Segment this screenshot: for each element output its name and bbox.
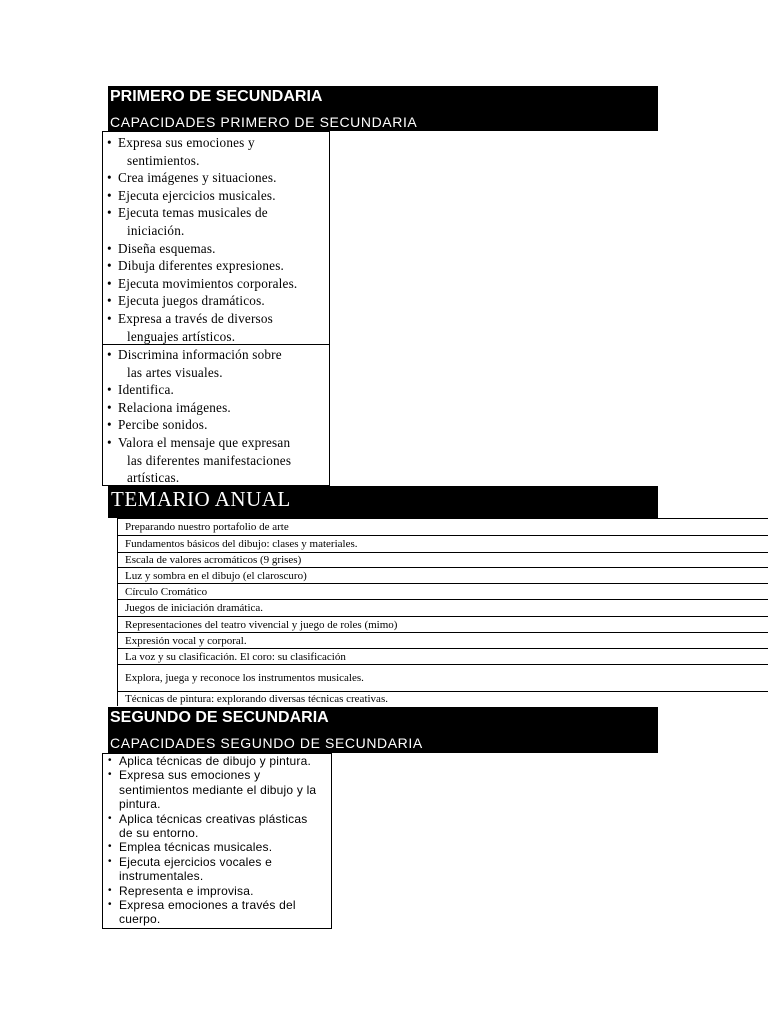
primero-heading: PRIMERO DE SECUNDARIA bbox=[110, 88, 323, 105]
table-row: Luz y sombra en el dibujo (el claroscuro) bbox=[118, 568, 768, 584]
segundo-header-bar bbox=[108, 707, 658, 753]
segundo-subheading: CAPACIDADES SEGUNDO DE SECUNDARIA bbox=[110, 735, 423, 751]
list-item: • Ejecuta ejercicios musicales. bbox=[107, 187, 329, 205]
primero-capacidades-list-1 bbox=[107, 134, 329, 345]
list-item: • Relaciona imágenes. bbox=[107, 399, 329, 417]
table-row: Juegos de iniciación dramática. bbox=[118, 600, 768, 617]
temario-table bbox=[117, 518, 768, 706]
table-row: Representaciones del teatro vivencial y juego de roles (mimo) bbox=[118, 617, 768, 633]
list-item: • Aplica técnicas de dibujo y pintura. bbox=[108, 754, 331, 768]
list-item: • Identifica. bbox=[107, 381, 329, 399]
list-item: • Expresa sus emociones y sentimientos. bbox=[107, 134, 329, 169]
list-item: • Diseña esquemas. bbox=[107, 240, 329, 258]
table-row: La voz y su clasificación. El coro: su clasificación bbox=[118, 649, 768, 665]
list-item: • Percibe sonidos. bbox=[107, 416, 329, 434]
list-item: • Valora el mensaje que expresan las diferentes manifestaciones artísticas. bbox=[107, 434, 329, 487]
list-item: • Expresa sus emociones y sentimientos mediante el dibujo y la pintura. bbox=[108, 768, 331, 811]
table-row: Expresión vocal y corporal. bbox=[118, 633, 768, 649]
table-row: Fundamentos básicos del dibujo: clases y materiales. bbox=[118, 536, 768, 553]
list-item: • Crea imágenes y situaciones. bbox=[107, 169, 329, 187]
primero-subheading: CAPACIDADES PRIMERO DE SECUNDARIA bbox=[110, 114, 418, 130]
table-row: Círculo Cromático bbox=[118, 584, 768, 600]
primero-capacidades-box-1 bbox=[102, 131, 330, 345]
primero-capacidades-list-2 bbox=[107, 346, 329, 487]
list-item: • Ejecuta ejercicios vocales e instrumentales. bbox=[108, 855, 331, 884]
list-item: • Ejecuta movimientos corporales. bbox=[107, 275, 329, 293]
table-row: Preparando nuestro portafolio de arte bbox=[118, 519, 768, 536]
table-row: Escala de valores acromáticos (9 grises) bbox=[118, 553, 768, 568]
list-item: • Representa e improvisa. bbox=[108, 884, 331, 898]
list-item: • Aplica técnicas creativas plásticas de su entorno. bbox=[108, 812, 331, 841]
temario-heading: TEMARIO ANUAL bbox=[111, 487, 291, 511]
list-item: • Ejecuta temas musicales de iniciación. bbox=[107, 204, 329, 239]
temario-header-bar bbox=[108, 486, 658, 518]
segundo-capacidades-box bbox=[102, 753, 332, 929]
segundo-heading: SEGUNDO DE SECUNDARIA bbox=[110, 709, 329, 726]
list-item: • Ejecuta juegos dramáticos. bbox=[107, 292, 329, 310]
primero-header-bar bbox=[108, 86, 658, 131]
list-item: • Expresa a través de diversos lenguajes artísticos. bbox=[107, 310, 329, 345]
table-row: Explora, juega y reconoce los instrumentos musicales. bbox=[118, 665, 768, 692]
list-item: • Dibuja diferentes expresiones. bbox=[107, 257, 329, 275]
list-item: • Expresa emociones a través del cuerpo. bbox=[108, 898, 331, 927]
primero-capacidades-box-2 bbox=[102, 344, 330, 486]
table-row: Técnicas de pintura: explorando diversas técnicas creativas. bbox=[125, 693, 388, 705]
segundo-capacidades-list bbox=[108, 754, 331, 927]
list-item: • Discrimina información sobre las artes visuales. bbox=[107, 346, 329, 381]
list-item: • Emplea técnicas musicales. bbox=[108, 840, 331, 854]
